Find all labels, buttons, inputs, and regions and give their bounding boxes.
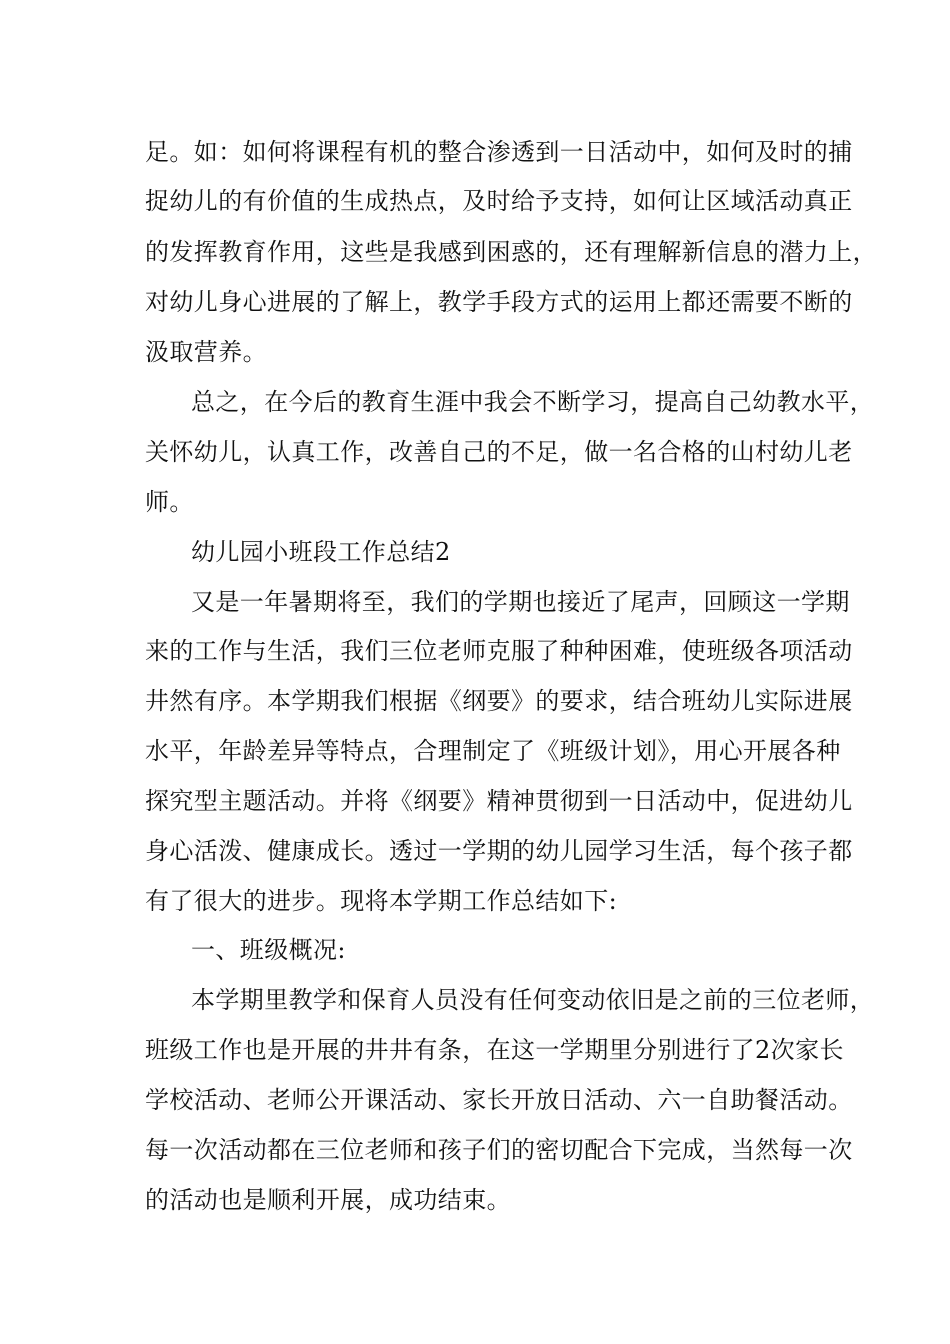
paragraph-line: 身心活泼、健康成长。透过一学期的幼儿园学习生活，每个孩子都 — [145, 837, 853, 865]
paragraph-line: 总之，在今后的教育生涯中我会不断学习，提高自己幼教水平， — [191, 388, 875, 416]
paragraph-line: 足。如：如何将课程有机的整合渗透到一日活动中，如何及时的捕 — [145, 138, 853, 166]
paragraph-line: 的发挥教育作用，这些是我感到困惑的，还有理解新信息的潜力上， — [145, 238, 877, 266]
paragraph-line: 汲取营养。 — [145, 338, 267, 366]
paragraph-line: 有了很大的进步。现将本学期工作总结如下: — [145, 887, 618, 915]
paragraph-line: 的活动也是顺利开展，成功结束。 — [145, 1186, 511, 1214]
paragraph-line: 又是一年暑期将至，我们的学期也接近了尾声，回顾这一学期 — [191, 588, 850, 616]
paragraph-line: 师。 — [145, 488, 194, 516]
paragraph-line: 关怀幼儿，认真工作，改善自己的不足，做一名合格的山村幼儿老 — [145, 438, 853, 466]
paragraph-line: 捉幼儿的有价值的生成热点，及时给予支持，如何让区域活动真正 — [145, 187, 853, 215]
paragraph-line: 来的工作与生活，我们三位老师克服了种种困难，使班级各项活动 — [145, 637, 853, 665]
paragraph-line: 班级工作也是开展的井井有条，在这一学期里分别进行了2次家长 — [145, 1036, 844, 1064]
paragraph-line: 本学期里教学和保育人员没有任何变动依旧是之前的三位老师， — [191, 986, 875, 1014]
paragraph-line: 对幼儿身心进展的了解上，教学手段方式的运用上都还需要不断的 — [145, 288, 853, 316]
section-title: 一、班级概况: — [191, 936, 346, 964]
paragraph-line: 每一次活动都在三位老师和孩子们的密切配合下完成，当然每一次 — [145, 1136, 853, 1164]
paragraph-line: 学校活动、老师公开课活动、家长开放日活动、六一自助餐活动。 — [145, 1086, 853, 1114]
paragraph-line: 水平，年龄差异等特点，合理制定了《班级计划》，用心开展各种 — [145, 737, 841, 765]
paragraph-line: 探究型主题活动。并将《纲要》精神贯彻到一日活动中，促进幼儿 — [145, 787, 853, 815]
paragraph-line: 井然有序。本学期我们根据《纲要》的要求，结合班幼儿实际进展 — [145, 687, 853, 715]
section-heading: 幼儿园小班段工作总结2 — [191, 538, 451, 566]
